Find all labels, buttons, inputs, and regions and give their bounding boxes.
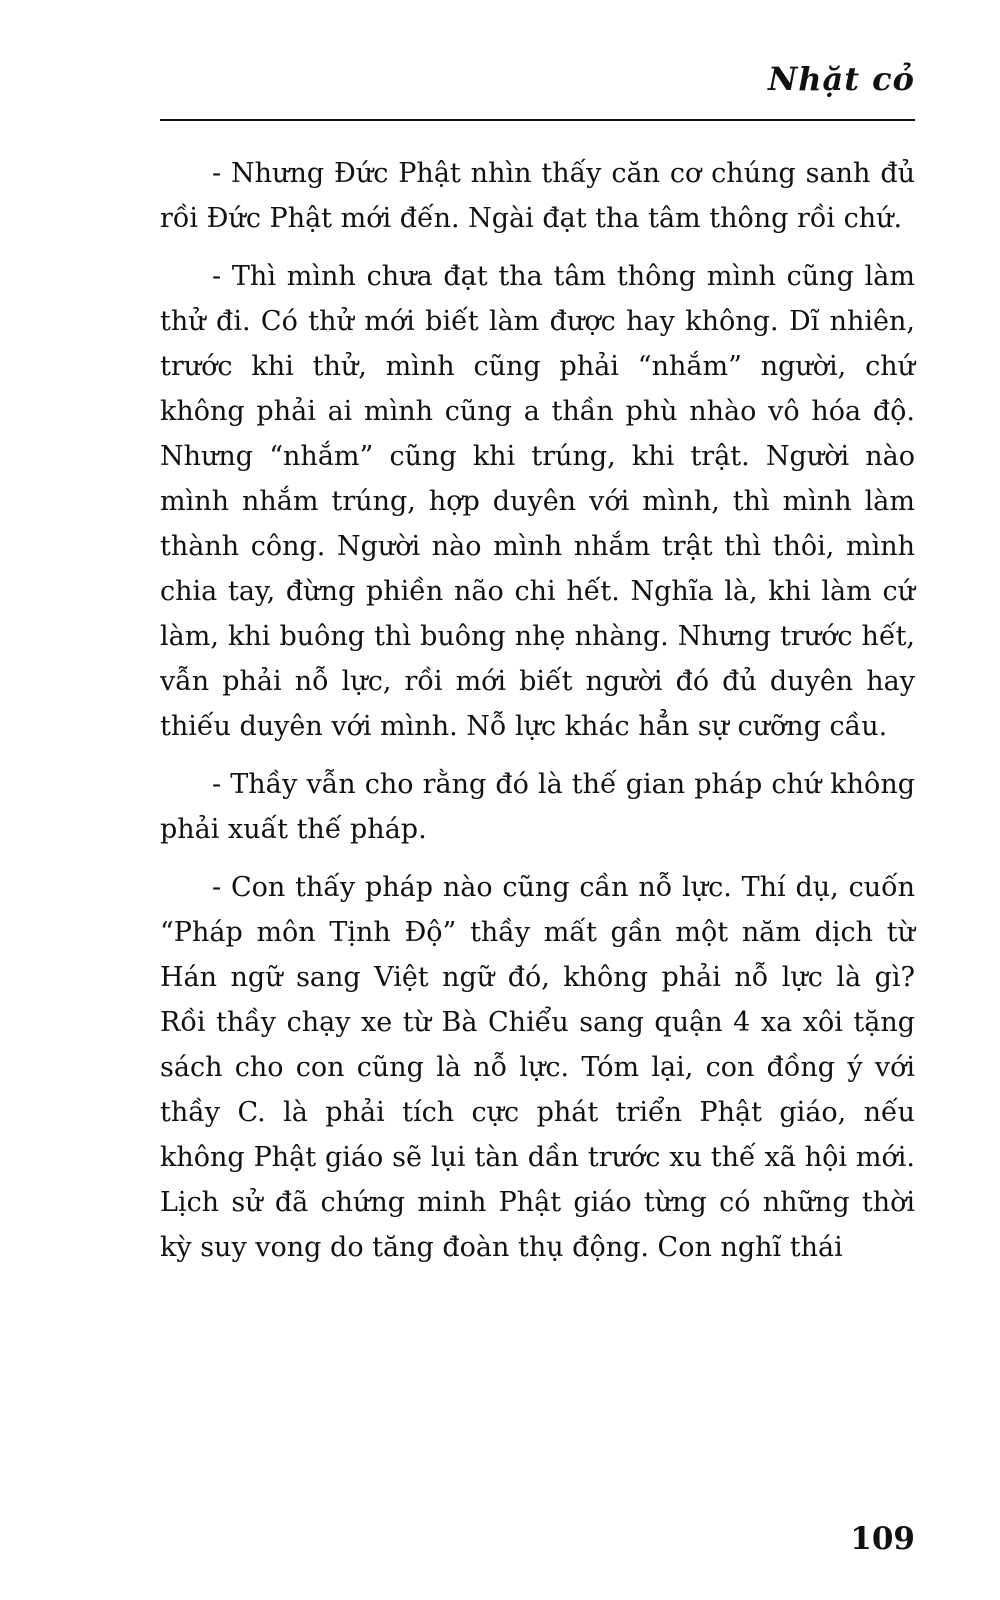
paragraph: - Nhưng Đức Phật nhìn thấy căn cơ chúng sanh đủ rồi Đức Phật mới đến. Ngài đạt tha tâm thông rồi chứ. — [160, 158, 915, 234]
body-text — [160, 151, 915, 1283]
running-head: Nhặt cỏ — [768, 60, 915, 98]
paragraph: - Con thấy pháp nào cũng cần nỗ lực. Thí dụ, cuốn “Pháp môn Tịnh Độ” thầy mất gần một năm dịch từ Hán ngữ sang Việt ngữ đó, không phải nỗ lực là gì? Rồi thầy chạy xe từ Bà Chiểu sang quận 4 xa xôi tặng sách cho con cũng là nỗ lực. Tóm lại, con đồng ý với thầy C. là phải tích cực phát triển Phật giáo, nếu không Phật giáo sẽ lụi tàn dần trước xu thế xã hội mới. Lịch sử đã chứng minh Phật giáo từng có những thời kỳ suy vong do tăng đoàn thụ động. Con nghĩ thái — [160, 872, 915, 1263]
page-number: 109 — [850, 1521, 915, 1557]
header-divider — [160, 119, 915, 121]
paragraph: - Thầy vẫn cho rằng đó là thế gian pháp chứ không phải xuất thế pháp. — [160, 769, 915, 845]
paragraph: - Thì mình chưa đạt tha tâm thông mình cũng làm thử đi. Có thử mới biết làm được hay không. Dĩ nhiên, trước khi thử, mình cũng phải “nhắm” người, chứ không phải ai mình cũng a thần phù nhào vô hóa độ. Nhưng “nhắm” cũng khi trúng, khi trật. Người nào mình nhắm trúng, hợp duyên với mình, thì mình làm thành công. Người nào mình nhắm trật thì thôi, mình chia tay, đừng phiền não chi hết. Nghĩa là, khi làm cứ làm, khi buông thì buông nhẹ nhàng. Nhưng trước hết, vẫn phải nỗ lực, rồi mới biết người đó đủ duyên hay thiếu duyên với mình. Nỗ lực khác hẳn sự cưỡng cầu. — [160, 261, 915, 742]
